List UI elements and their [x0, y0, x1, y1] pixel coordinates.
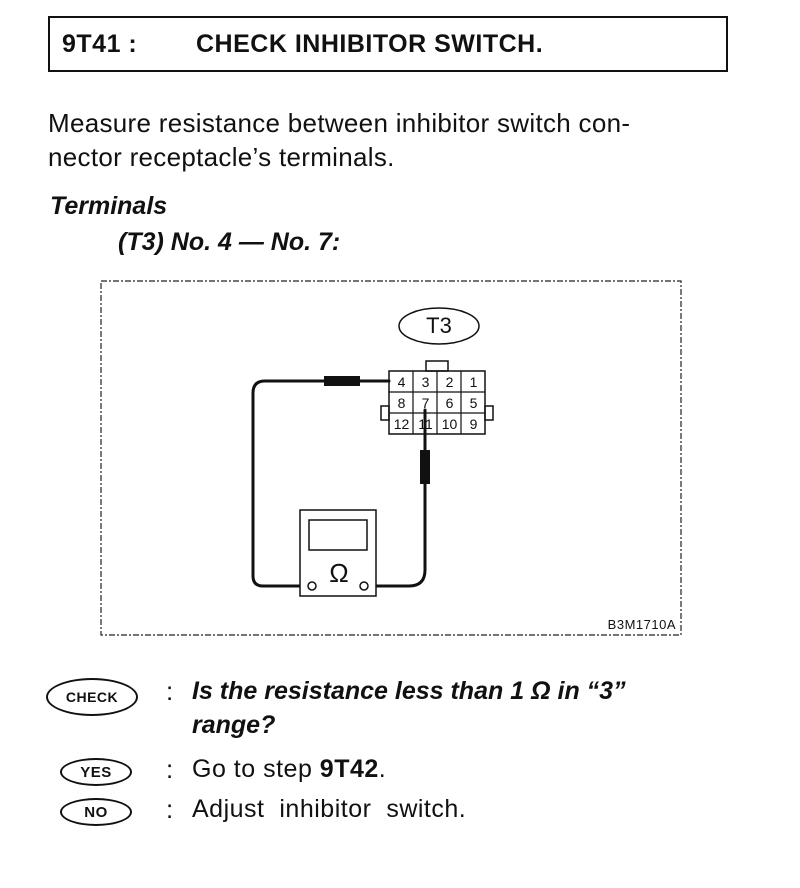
check-question: [192, 674, 626, 742]
check-colon: :: [166, 676, 174, 706]
diagram-drawing: [100, 280, 682, 636]
no-row: [46, 796, 766, 832]
probe-sleeve-right: [420, 450, 430, 484]
pin-label: 6: [445, 394, 454, 411]
check-question-line-1: Is the resistance less than 1 Ω in “3”: [192, 677, 626, 705]
pin-label: 12: [393, 415, 410, 432]
pin-label: 4: [397, 373, 406, 390]
instruction-line-2: nector receptacle’s terminals.: [48, 142, 395, 172]
pin-label: 10: [441, 415, 458, 432]
yes-action-suffix: .: [378, 755, 387, 783]
pin-label: 3: [421, 373, 430, 390]
pin-label: 11: [418, 415, 433, 432]
step-header: [48, 16, 728, 72]
figure-code: B3M1710A: [607, 617, 676, 632]
no-colon: :: [166, 794, 174, 824]
wiring-diagram: [100, 280, 682, 636]
no-badge: NO: [60, 798, 132, 826]
pin-label: 1: [469, 373, 478, 390]
instruction-line-1: Measure resistance between inhibitor switch con-: [48, 108, 631, 138]
terminals-heading: Terminals: [50, 192, 168, 220]
pin-label: 7: [421, 394, 430, 411]
pin-label: 9: [469, 415, 478, 432]
check-question-line-2: range?: [192, 711, 276, 739]
step-title: CHECK INHIBITOR SWITCH.: [196, 29, 544, 58]
pin-label: 2: [445, 373, 454, 390]
yes-action: [192, 752, 386, 786]
yes-row: [46, 756, 766, 792]
wire-pin7: [370, 410, 425, 586]
step-code: 9T41 :: [62, 29, 138, 58]
no-action: Adjust inhibitor switch.: [192, 795, 467, 823]
yes-step-ref: 9T42: [319, 755, 379, 783]
yes-badge: YES: [60, 758, 132, 786]
ohm-symbol: Ω: [329, 558, 349, 588]
probe-sleeve-left: [324, 376, 360, 386]
ohmmeter-terminal-right: [360, 582, 368, 590]
check-badge: CHECK: [46, 678, 138, 716]
pin-label: 8: [397, 394, 406, 411]
pin-label: 5: [469, 394, 478, 411]
yes-colon: :: [166, 754, 174, 784]
check-row: [46, 676, 766, 748]
terminals-pair: (T3) No. 4 — No. 7:: [118, 228, 341, 256]
yes-action-prefix: Go to step: [192, 755, 320, 783]
connector-label: T3: [426, 313, 452, 338]
connector-latch: [426, 361, 448, 371]
instruction-paragraph: [48, 106, 748, 174]
ohmmeter-terminal-left: [308, 582, 316, 590]
